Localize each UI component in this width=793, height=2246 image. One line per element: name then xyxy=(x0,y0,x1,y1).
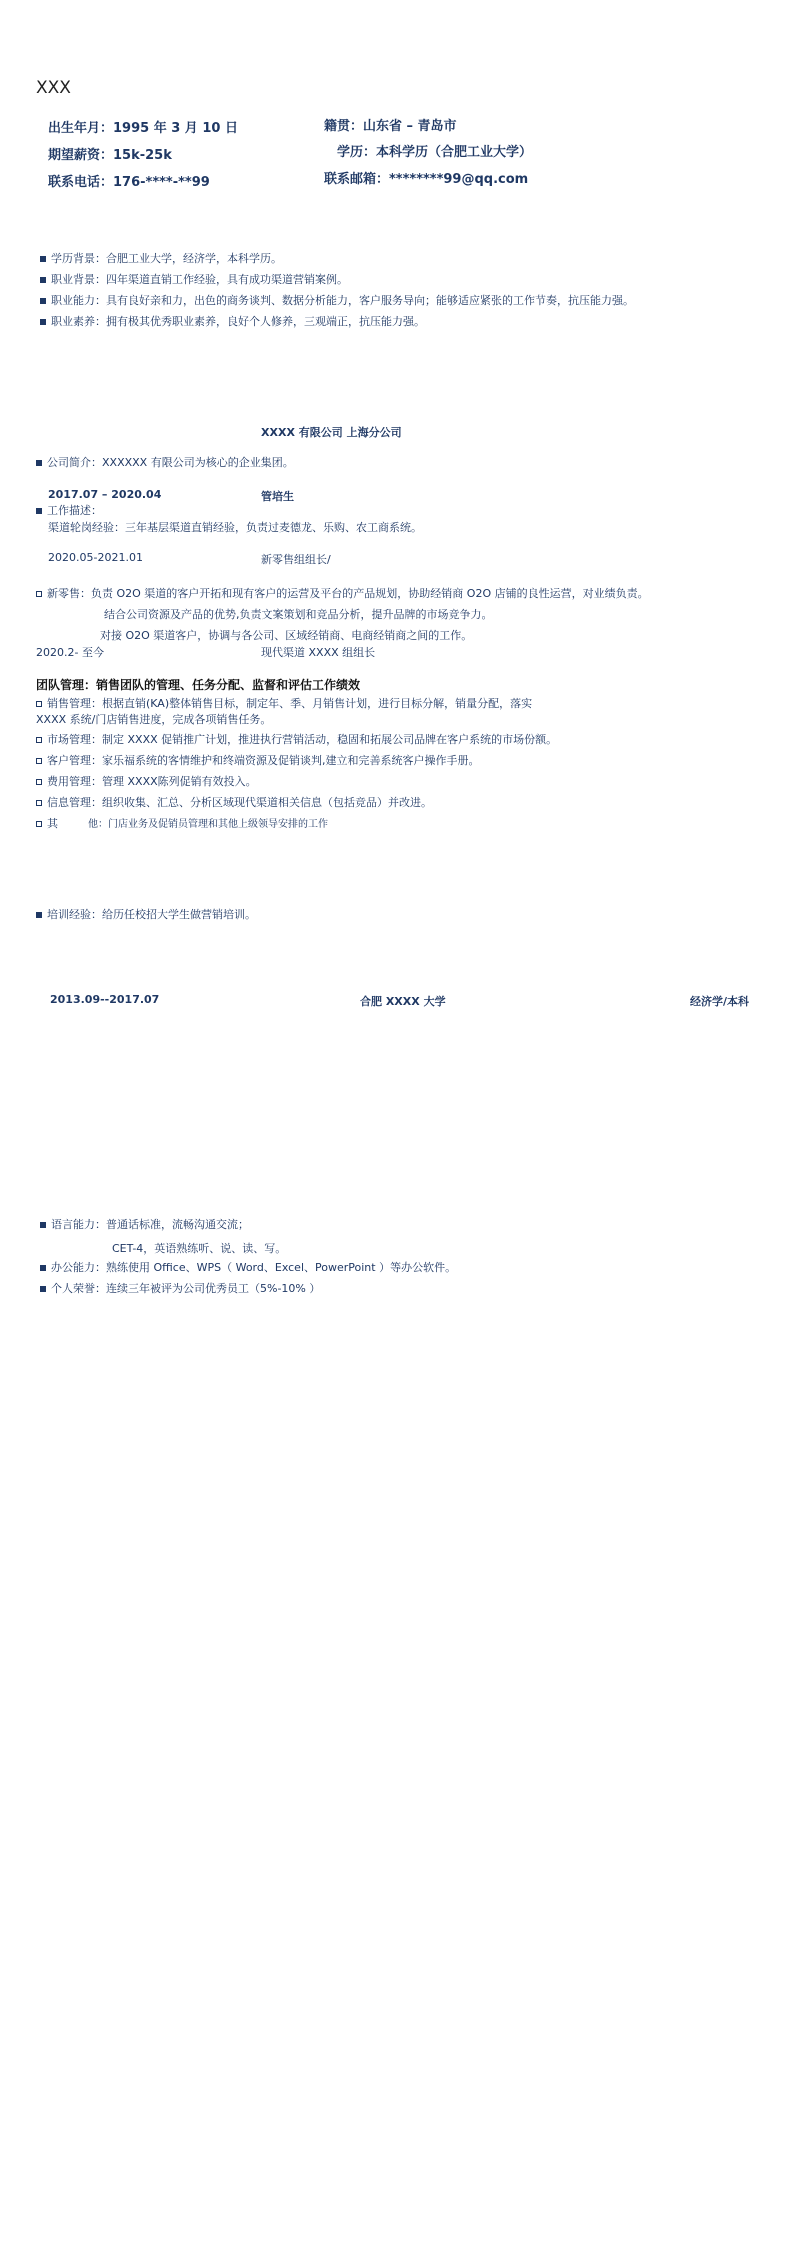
expense-management: 费用管理：管理 XXXX陈列促销有效投入。 xyxy=(36,773,257,789)
native-place: 籍贯：山东省 – 青岛市 xyxy=(324,119,457,134)
work-role-3: 现代渠道 XXXX 组组长 xyxy=(261,646,376,659)
office-skill: 办公能力：熟练使用 Office、WPS（ Word、Excel、PowerPoint ）等办公软件。 xyxy=(40,1261,456,1275)
work-role-2: 新零售组组长/ xyxy=(261,553,331,566)
hollow-square-bullet-icon xyxy=(36,779,42,785)
new-retail-3: 对接 O2O 渠道客户，协调与各公司、区域经销商、电商经销商之间的工作。 xyxy=(100,629,473,642)
hollow-square-bullet-icon xyxy=(36,701,42,707)
market-management: 市场管理：制定 XXXX 促销推广计划，推进执行营销活动，稳固和拓展公司品牌在客户系统的市场份额。 xyxy=(36,731,557,747)
language-skill-cont: CET-4，英语熟练听、说、读、写。 xyxy=(112,1242,287,1255)
other-duties: 其 他：门店业务及促销员管理和其他上级领导安排的工作 xyxy=(36,815,328,831)
square-bullet-icon xyxy=(40,298,46,304)
personal-honor: 个人荣誉：连续三年被评为公司优秀员工（5%-10% ） xyxy=(40,1282,320,1296)
square-bullet-icon xyxy=(40,1222,46,1228)
work-desc-label: 工作描述： xyxy=(36,504,102,518)
work-period-1: 2017.07 – 2020.04 xyxy=(48,488,162,501)
company-name: XXXX 有限公司 上海分公司 xyxy=(261,426,402,439)
work-period-2: 2020.05-2021.01 xyxy=(48,551,143,564)
expected-salary: 期望薪资：15k-25k xyxy=(48,148,172,163)
profile-item: 职业背景：四年渠道直销工作经验，具有成功渠道营销案例。 xyxy=(40,273,348,287)
birth-date: 出生年月：1995 年 3 月 10 日 xyxy=(48,121,238,136)
square-bullet-icon xyxy=(40,319,46,325)
hollow-square-bullet-icon xyxy=(36,737,42,743)
square-bullet-icon xyxy=(36,508,42,514)
square-bullet-icon xyxy=(40,277,46,283)
profile-item: 学历背景：合肥工业大学，经济学，本科学历。 xyxy=(40,252,282,266)
profile-item: 职业能力：具有良好亲和力，出色的商务谈判、数据分析能力，客户服务导向；能够适应紧张的工作节奏，抗压能力强。 xyxy=(40,294,634,308)
team-management-title: 团队管理：销售团队的管理、任务分配、监督和评估工作绩效 xyxy=(36,678,361,692)
candidate-name: XXX xyxy=(36,78,71,98)
hollow-square-bullet-icon xyxy=(36,800,42,806)
square-bullet-icon xyxy=(40,1265,46,1271)
square-bullet-icon xyxy=(36,912,42,918)
company-intro: 公司简介：XXXXXX 有限公司为核心的企业集团。 xyxy=(36,456,294,470)
hollow-square-bullet-icon xyxy=(36,591,42,597)
customer-management: 客户管理：家乐福系统的客情维护和终端资源及促销谈判,建立和完善系统客户操作手册。 xyxy=(36,752,480,768)
education-level: 学历：本科学历（合肥工业大学） xyxy=(337,145,533,160)
edu-school: 合肥 XXXX 大学 xyxy=(360,995,446,1008)
info-management: 信息管理：组织收集、汇总、分析区域现代渠道相关信息（包括竞品）并改进。 xyxy=(36,794,432,810)
email-address: 联系邮箱：********99@qq.com xyxy=(324,172,529,187)
work-role-1: 管培生 xyxy=(261,490,294,503)
training-experience: 培训经验：给历任校招大学生做营销培训。 xyxy=(36,908,256,922)
square-bullet-icon xyxy=(40,256,46,262)
hollow-square-bullet-icon xyxy=(36,821,42,827)
language-skill: 语言能力：普通话标准，流畅沟通交流； xyxy=(40,1218,249,1232)
square-bullet-icon xyxy=(40,1286,46,1292)
phone-number: 联系电话：176-****-**99 xyxy=(48,175,210,190)
edu-period: 2013.09--2017.07 xyxy=(50,993,160,1006)
hollow-square-bullet-icon xyxy=(36,758,42,764)
sales-management-cont: XXXX 系统/门店销售进度，完成各项销售任务。 xyxy=(36,713,272,726)
work-period-3: 2020.2- 至今 xyxy=(36,646,104,659)
square-bullet-icon xyxy=(36,460,42,466)
new-retail-1: 新零售：负责 O2O 渠道的客户开拓和现有客户的运营及平台的产品规划，协助经销商 O2O 店铺的良性运营，对业绩负责。 xyxy=(36,585,649,601)
new-retail-2: 结合公司资源及产品的优势,负责文案策划和竞品分析，提升品牌的市场竞争力。 xyxy=(104,608,493,621)
work-desc-1: 渠道轮岗经验：三年基层渠道直销经验，负责过麦德龙、乐购、农工商系统。 xyxy=(48,521,422,534)
edu-major: 经济学/本科 xyxy=(690,995,750,1008)
sales-management: 销售管理：根据直销(KA)整体销售目标，制定年、季、月销售计划，进行目标分解，销量分配，落实 xyxy=(36,695,532,711)
profile-item: 职业素养：拥有极其优秀职业素养，良好个人修养，三观端正，抗压能力强。 xyxy=(40,315,425,329)
